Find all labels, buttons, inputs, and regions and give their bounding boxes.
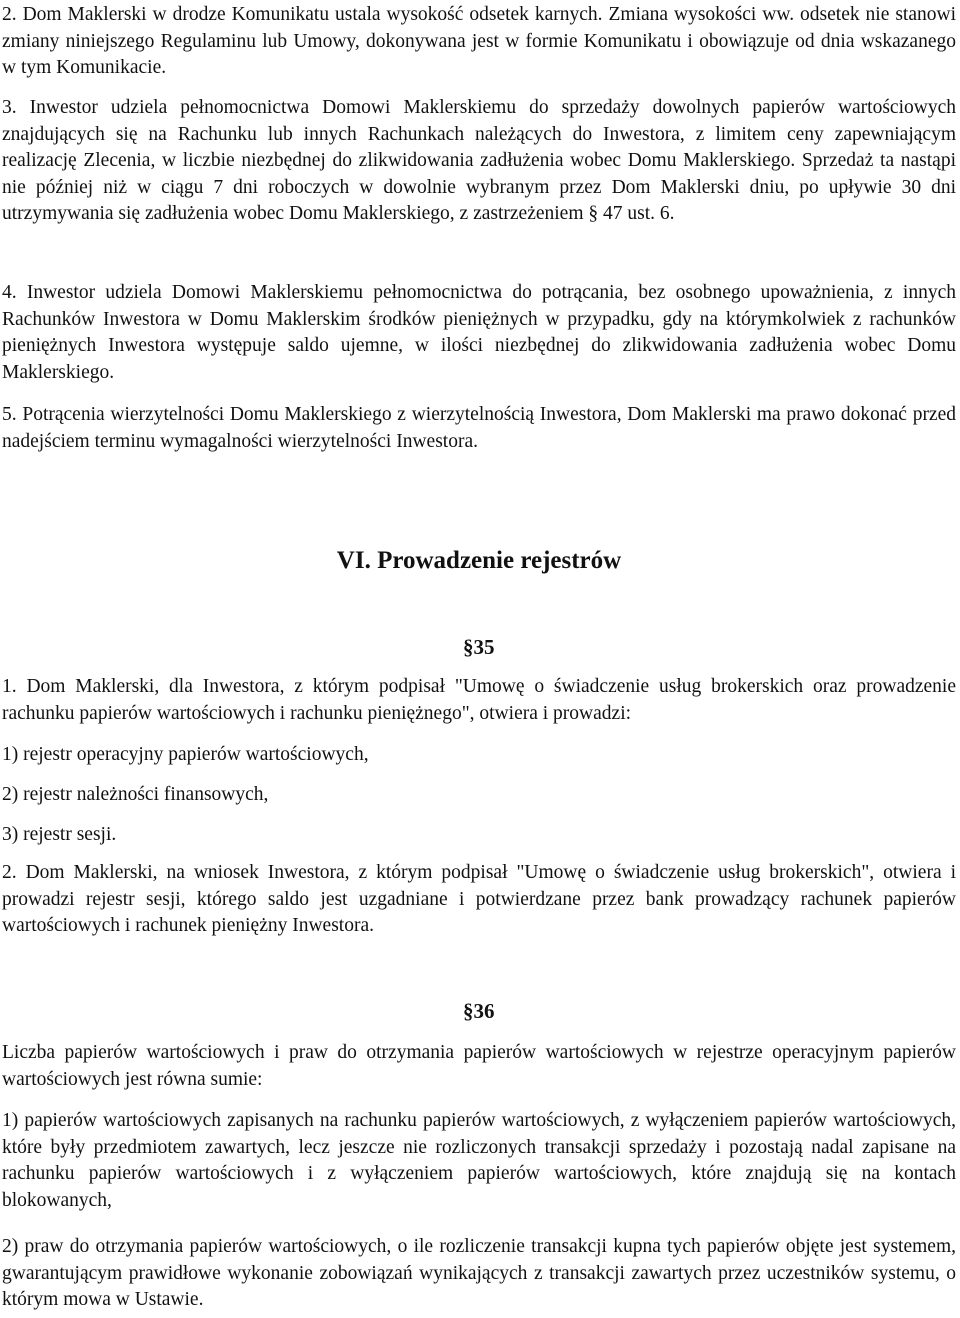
paragraph-number-35: §35: [463, 635, 495, 659]
s35-paragraph-1: 1. Dom Maklerski, dla Inwestora, z którym podpisał "Umowę o świadczenie usług brokerskich oraz prowadzenie rachunku papierów wartościowych i rachunku pieniężnego", otwiera i prowadzi:: [2, 676, 956, 724]
paragraph-3: 3. Inwestor udziela pełnomocnictwa Domowi Maklerskiemu do sprzedaży dowolnych papierów wartościowych znajdujących się na Rachunku lub innych Rachunkach należących do Inwestora, z limitem ceny zapewniającym realizację Zlecenia, w liczbie niezbędnej do zlikwidowania zadłużenia wobec Domu Maklerskiego. Sprzedaż ta nastąpi nie później niż w ciągu 7 dni roboczych w dowolnie wybranym przez Dom Maklerski dniu, po upływie 30 dni utrzymywania się zadłużenia wobec Domu Maklerskiego, z zastrzeżeniem § 47 ust. 6.: [2, 97, 956, 224]
s35-list-item-3: 3) rejestr sesji.: [2, 824, 117, 845]
section-title: Prowadzenie rejestrów: [377, 547, 622, 574]
section-roman-numeral: VI.: [336, 547, 371, 574]
s36-paragraph-1: Liczba papierów wartościowych i praw do otrzymania papierów wartościowych w rejestrze operacyjnym papierów wartościowych jest równa sumie:: [2, 1042, 956, 1090]
paragraph-4: 4. Inwestor udziela Domowi Maklerskiemu pełnomocnictwa do potrącania, bez osobnego upoważnienia, z innych Rachunków Inwestora w Domu Maklerskim środków pieniężnych w przypadku, gdy na którymkolwiek z rachunków pieniężnych Inwestora występuje saldo ujemne, w ilości niezbędnej do zlikwidowania zadłużenia wobec Domu Maklerskiego.: [2, 282, 956, 383]
s35-list-item-1: 1) rejestr operacyjny papierów wartościowych,: [2, 744, 369, 765]
s36-list-item-1: 1) papierów wartościowych zapisanych na rachunku papierów wartościowych, z wyłączeniem papierów wartościowych, które były przedmiotem zawartych, lecz jeszcze nie rozliczonych transakcji sprzedaży i pozostają nadal zapisane na rachunku papierów wartościowych i z wyłączeniem papierów wartościowych, które znajdują się na kontach blokowanych,: [2, 1110, 956, 1211]
s36-list-item-2: 2) praw do otrzymania papierów wartościowych, o ile rozliczenie transakcji kupna tych papierów objęte jest systemem, gwarantującym prawidłowe wykonanie zobowiązań wynikających z transakcji zawartych przez uczestników systemu, o którym mowa w Ustawie.: [2, 1236, 956, 1310]
paragraph-5: 5. Potrącenia wierzytelności Domu Maklerskiego z wierzytelnością Inwestora, Dom Maklerski ma prawo dokonać przed nadejściem terminu wymagalności wierzytelności Inwestora.: [2, 404, 956, 452]
paragraph-2: 2. Dom Maklerski w drodze Komunikatu ustala wysokość odsetek karnych. Zmiana wysokości ww. odsetek nie stanowi zmiany niniejszego Regulaminu lub Umowy, dokonywana jest w formie Komunikatu i obowiązuje od dnia wskazanego w tym Komunikacie.: [2, 4, 956, 78]
s35-list-item-2: 2) rejestr należności finansowych,: [2, 784, 269, 805]
section-heading: [2, 548, 956, 575]
s35-paragraph-2: 2. Dom Maklerski, na wniosek Inwestora, z którym podpisał "Umowę o świadczenie usług brokerskich", otwiera i prowadzi rejestr sesji, którego saldo jest uzgadniane i potwierdzane przez bank prowadzący rachunek papierów wartościowych i rachunek pieniężny Inwestora.: [2, 862, 956, 936]
paragraph-number-36: §36: [463, 999, 495, 1023]
